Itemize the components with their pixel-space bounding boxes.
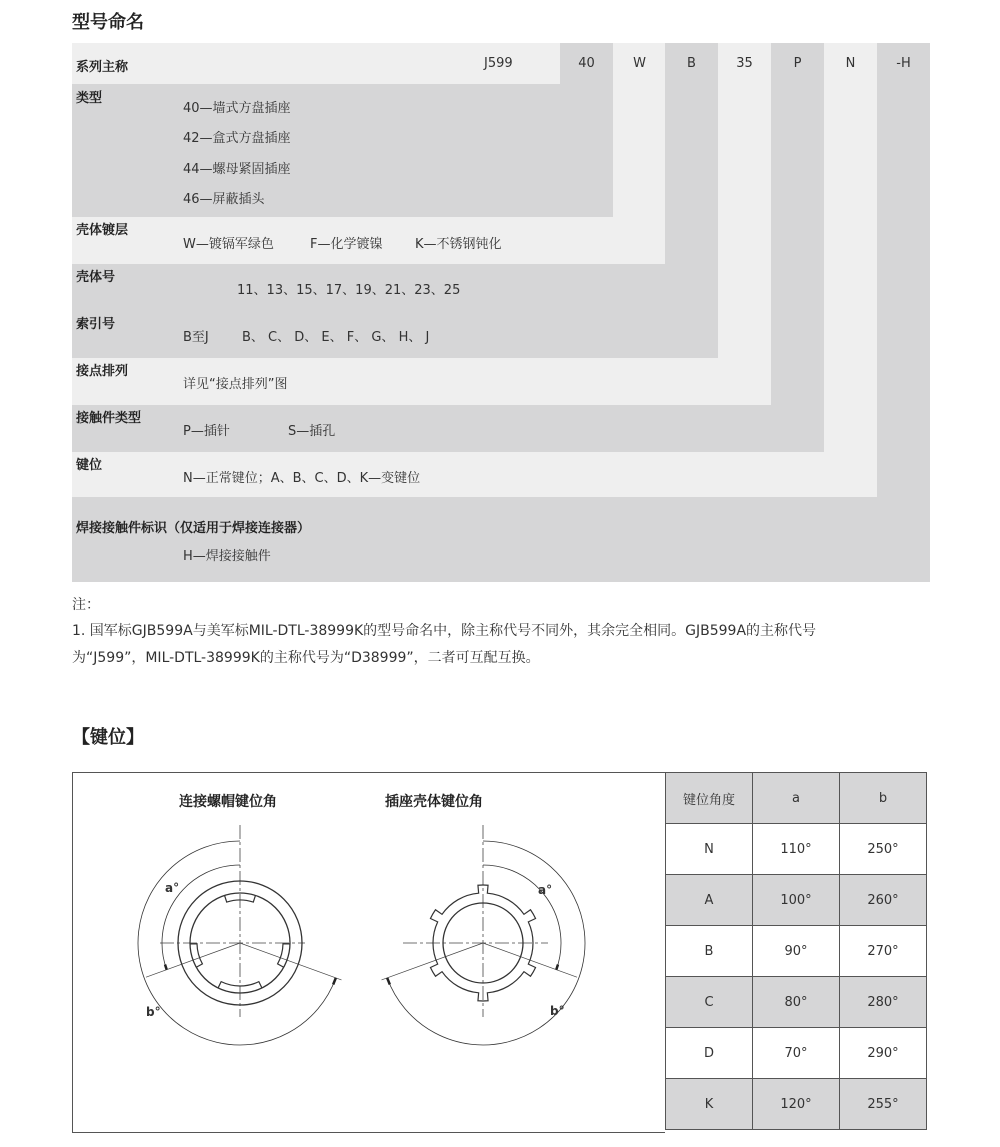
receptacle-diagram-title: 插座壳体键位角 — [385, 794, 483, 810]
cell-b: 250° — [840, 824, 927, 875]
code-type: 40 — [578, 56, 595, 71]
header-a: a — [753, 773, 840, 824]
shell-sizes: 11、13、15、17、19、21、23、25 — [237, 283, 461, 298]
angle-b-line — [240, 943, 341, 980]
column-key — [824, 43, 877, 497]
row-arrangement — [72, 358, 718, 405]
nut-a-label: a° — [165, 881, 180, 895]
angle-b-arc-arrow — [333, 978, 336, 985]
code-plating: W — [633, 56, 646, 71]
cell-key: N — [666, 824, 753, 875]
row-contact — [72, 405, 771, 452]
index-list: B、 C、 D、 E、 F、 G、 H、 J — [242, 330, 430, 345]
index-range: B至J — [183, 330, 209, 345]
code-shell: 35 — [736, 56, 753, 71]
cell-a: 70° — [753, 1028, 840, 1079]
naming-chart — [72, 43, 930, 582]
type-44: 44—螺母紧固插座 — [183, 162, 291, 177]
code-solder: -H — [896, 56, 911, 71]
contact-p: P—插针 — [183, 424, 230, 439]
nut-diagram-title: 连接螺帽键位角 — [179, 794, 277, 810]
keying-angle-table — [665, 772, 927, 1130]
cell-b: 290° — [840, 1028, 927, 1079]
label-plating: 壳体镀层 — [76, 223, 129, 238]
table-row — [666, 926, 927, 977]
cell-a: 120° — [753, 1079, 840, 1130]
cell-a: 100° — [753, 875, 840, 926]
code-key: N — [845, 56, 856, 71]
label-key: 键位 — [76, 458, 103, 473]
arrangement-ref: 详见“接点排列”图 — [183, 377, 288, 392]
cell-b: 270° — [840, 926, 927, 977]
notes-line-1: 1. 国军标GJB599A与美军标MIL-DTL-38999K的型号命名中，除主称代号不同外，其余完全相同。GJB599A的主称代号 — [72, 623, 817, 639]
cell-key: A — [666, 875, 753, 926]
header-b: b — [840, 773, 927, 824]
label-shell: 壳体号 — [76, 270, 116, 285]
column-index — [665, 43, 718, 358]
cell-b: 255° — [840, 1079, 927, 1130]
nut-b-label: b° — [146, 1005, 161, 1019]
cell-a: 90° — [753, 926, 840, 977]
row-type — [72, 84, 560, 217]
code-contact: P — [793, 56, 802, 71]
column-plating — [613, 43, 665, 264]
cell-key: C — [666, 977, 753, 1028]
cell-b: 280° — [840, 977, 927, 1028]
notes-line-2: 为“J599”，MIL-DTL-38999K的主称代号为“D38999”，二者可互配互换。 — [72, 650, 540, 666]
keying-title: 【键位】 — [72, 727, 144, 748]
cell-key: D — [666, 1028, 753, 1079]
table-row — [666, 875, 927, 926]
cell-a: 80° — [753, 977, 840, 1028]
label-arrangement: 接点排列 — [76, 364, 129, 379]
cell-key: K — [666, 1079, 753, 1130]
key-desc: N—正常键位；A、B、C、D、K—变键位 — [183, 471, 421, 486]
label-contact: 接触件类型 — [76, 411, 142, 426]
cell-key: B — [666, 926, 753, 977]
header-key: 键位角度 — [666, 773, 753, 824]
keying-drawing — [72, 772, 665, 1133]
series-code: J599 — [484, 56, 513, 71]
angle-b-arc-arrow — [387, 978, 390, 985]
label-type: 类型 — [76, 91, 103, 106]
label-solder: 焊接接触件标识（仅适用于焊接连接器） — [76, 521, 311, 536]
row-solder — [72, 497, 877, 582]
table-row — [666, 1028, 927, 1079]
column-contact — [771, 43, 824, 452]
code-index: B — [687, 56, 696, 71]
table-header-row — [666, 773, 927, 824]
keying-diagram — [72, 772, 665, 1133]
plating-w: W—镀镉军绿色 — [183, 237, 274, 252]
plating-k: K—不锈钢钝化 — [415, 237, 502, 252]
column-arrangement — [718, 43, 771, 405]
header-label: 系列主称 — [76, 60, 129, 75]
table-row — [666, 1079, 927, 1130]
plating-f: F—化学镀镍 — [310, 237, 383, 252]
contact-s: S—插孔 — [288, 424, 336, 439]
label-index: 索引号 — [76, 317, 116, 332]
solder-h: H—焊接接触件 — [183, 549, 271, 564]
receptacle-b-label: b° — [550, 1004, 565, 1018]
angle-a-arc-arrow — [165, 964, 167, 969]
angle-b-line — [382, 943, 483, 980]
naming-title: 型号命名 — [72, 12, 144, 33]
type-46: 46—屏蔽插头 — [183, 192, 265, 207]
notes-heading: 注： — [72, 597, 100, 613]
table-row — [666, 824, 927, 875]
angle-a-arc-arrow — [556, 964, 558, 969]
type-42: 42—盒式方盘插座 — [183, 131, 291, 146]
column-solder — [877, 43, 930, 582]
table-row — [666, 977, 927, 1028]
cell-a: 110° — [753, 824, 840, 875]
cell-b: 260° — [840, 875, 927, 926]
type-40: 40—墙式方盘插座 — [183, 101, 291, 116]
receptacle-a-label: a° — [538, 883, 553, 897]
